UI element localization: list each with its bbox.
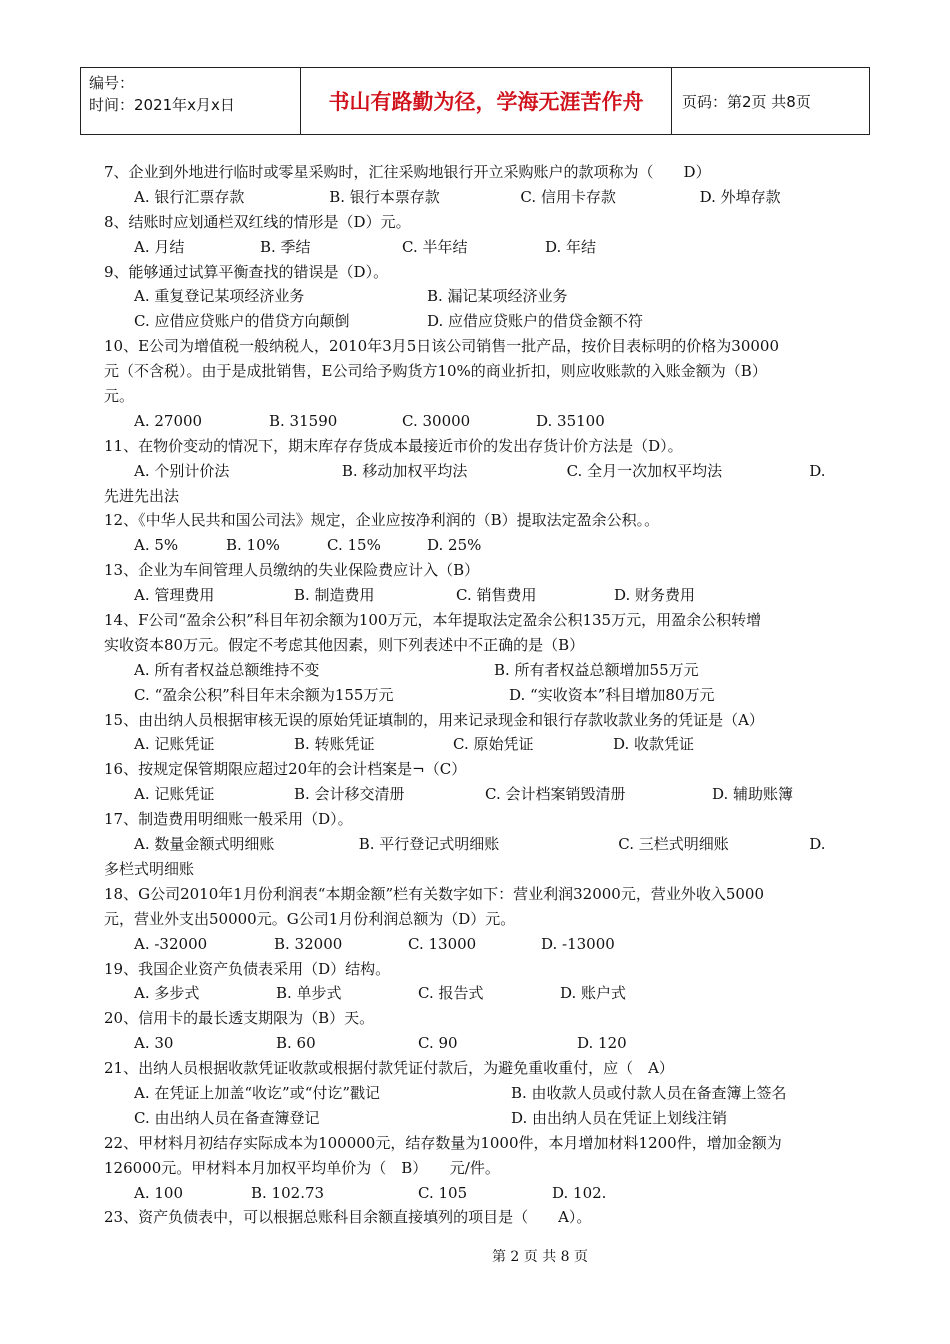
question-line: 17、制造费用明细账一般采用（D）。 <box>104 810 353 829</box>
options-row <box>104 658 849 683</box>
options-row <box>104 981 849 1006</box>
question-line: 126000元。甲材料本月加权平均单价为（ B） 元/件。 <box>104 1158 500 1177</box>
options-row <box>104 1031 849 1056</box>
time-label: 时间：2021年x月x日 <box>89 96 235 114</box>
option-item: D. 120 <box>577 1034 627 1053</box>
option-item: D. <box>809 835 826 854</box>
option-item: D. 年结 <box>545 237 597 256</box>
option-item: D. 35100 <box>536 411 605 430</box>
option-item: D. -13000 <box>541 934 615 953</box>
options-row <box>104 1106 849 1131</box>
option-item: D. 外埠存款 <box>699 187 781 206</box>
option-item: C. 105 <box>418 1183 468 1202</box>
header-page-info: 页码：第2页 共8页 <box>682 92 811 111</box>
option-item: B. 平行登记式明细账 <box>358 835 500 854</box>
option-item: A. 100 <box>134 1183 183 1202</box>
option-item: B. 银行本票存款 <box>329 187 440 206</box>
option-item: D. 账户式 <box>560 984 627 1003</box>
option-item: B. 漏记某项经济业务 <box>427 287 568 306</box>
question-line: 元。 <box>104 387 135 406</box>
question-line: 22、甲材料月初结存实际成本为100000元，结存数量为1000件，本月增加材料1200件，增加金额为 <box>104 1133 782 1152</box>
option-item: A. -32000 <box>134 934 208 953</box>
question-line: 元（不含税）。由于是成批销售，E公司给予购货方10%的商业折扣，则应收账款的入账金额为（B） <box>104 362 767 381</box>
option-item: C. 信用卡存款 <box>520 187 616 206</box>
question-line: 11、在物价变动的情况下，期末库存存货成本最接近市价的发出存货计价方法是（D）。 <box>104 436 683 455</box>
question-line: 先进先出法 <box>104 486 180 505</box>
page-footer <box>0 1246 950 1266</box>
option-item: D. 应借应贷账户的借贷金额不符 <box>427 312 644 331</box>
footer-page-number: 第 2 页 共 8 页 <box>491 1249 589 1265</box>
option-item: B. 31590 <box>269 411 338 430</box>
option-item: B. 102.73 <box>251 1183 325 1202</box>
options-row <box>104 683 849 708</box>
option-item: A. 在凭证上加盖“收讫”或“付讫”戳记 <box>134 1083 381 1102</box>
option-item: C. 原始凭证 <box>453 735 534 754</box>
option-item: B. 10% <box>226 536 280 555</box>
option-item: A. 30 <box>134 1034 174 1053</box>
question-line: 多栏式明细账 <box>104 859 195 878</box>
question-line: 8、结账时应划通栏双红线的情形是（D）元。 <box>104 212 411 231</box>
options-row <box>104 309 849 334</box>
option-item: D. 102. <box>552 1183 607 1202</box>
option-item: A. 5% <box>134 536 179 555</box>
option-item: A. 个别计价法 <box>134 461 230 480</box>
option-item: A. 所有者权益总额维持不变 <box>134 660 320 679</box>
question-line: 23、资产负债表中，可以根据总账科目余额直接填列的项目是（ A）。 <box>104 1208 592 1227</box>
option-item: A. 27000 <box>134 411 203 430</box>
option-item: C. 半年结 <box>402 237 468 256</box>
option-item: B. 60 <box>276 1034 316 1053</box>
question-list <box>104 160 849 1230</box>
header-box <box>80 67 870 135</box>
option-item: A. 多步式 <box>134 984 200 1003</box>
option-item: A. 记账凭证 <box>134 735 215 754</box>
question-line: 16、按规定保管期限应超过20年的会计档案是¬（C） <box>104 760 467 779</box>
option-item: B. 所有者权益总额增加55万元 <box>494 660 699 679</box>
options-row <box>104 932 849 957</box>
options-row <box>104 409 849 434</box>
options-row <box>104 732 849 757</box>
question-line: 9、能够通过试算平衡查找的错误是（D）。 <box>104 262 389 281</box>
question-line: 7、企业到外地进行临时或零星采购时，汇往采购地银行开立采购账户的款项称为（ D） <box>104 163 711 181</box>
question-line: 14、F公司“盈余公积”科目年初余额为100万元，本年提取法定盈余公积135万元，用盈余公积转增 <box>104 611 762 630</box>
question-line: 13、企业为车间管理人员缴纳的失业保险费应计入（B） <box>104 561 480 580</box>
option-item: A. 管理费用 <box>134 586 215 605</box>
options-row <box>104 583 849 608</box>
option-item: A. 月结 <box>134 237 185 256</box>
question-line: 20、信用卡的最长透支期限为（B）天。 <box>104 1009 375 1028</box>
number-label: 编号： <box>89 74 135 92</box>
option-item: C. 会计档案销毁清册 <box>485 785 626 804</box>
options-row <box>104 832 849 857</box>
option-item: B. 由收款人员或付款人员在备查簿上签名 <box>511 1083 787 1102</box>
option-item: A. 数量金额式明细账 <box>134 835 275 854</box>
question-line: 21、出纳人员根据收款凭证收款或根据付款凭证付款后，为避免重收重付，应（ A） <box>104 1059 674 1078</box>
option-item: C. 报告式 <box>418 984 484 1003</box>
header-motto: 书山有路勤为径，学海无涯苦作舟 <box>301 68 672 134</box>
option-item: C. 应借应贷账户的借贷方向颠倒 <box>134 312 350 331</box>
options-row <box>104 533 849 558</box>
options-row <box>104 1181 849 1206</box>
options-row <box>104 459 849 484</box>
option-item: C. 13000 <box>408 934 477 953</box>
option-item: C. 由出纳人员在备查簿登记 <box>134 1108 320 1127</box>
option-item: B. 会计移交清册 <box>294 785 405 804</box>
option-item: D. 辅助账簿 <box>712 785 794 804</box>
option-item: B. 转账凭证 <box>294 735 375 754</box>
option-item: B. 单步式 <box>276 984 342 1003</box>
option-item: B. 季结 <box>260 237 311 256</box>
option-item: A. 记账凭证 <box>134 785 215 804</box>
option-item: B. 移动加权平均法 <box>341 461 468 480</box>
option-item: C. 15% <box>327 536 381 555</box>
question-line: 15、由出纳人员根据审核无误的原始凭证填制的，用来记录现金和银行存款收款业务的凭证是（A） <box>104 710 764 729</box>
option-item: D. 财务费用 <box>614 586 696 605</box>
question-line: 元，营业外支出50000元。G公司1月份利润总额为（D）元。 <box>104 909 516 928</box>
option-item: A. 银行汇票存款 <box>134 187 245 206</box>
option-item: A. 重复登记某项经济业务 <box>134 287 305 306</box>
option-item: D. 25% <box>427 536 482 555</box>
options-row <box>104 782 849 807</box>
question-line: 实收资本80万元。假定不考虑其他因素，则下列表述中不正确的是（B） <box>104 635 585 654</box>
option-item: C. 三栏式明细账 <box>618 835 729 854</box>
option-item: D. 收款凭证 <box>613 735 695 754</box>
option-item: C. “盈余公积”科目年末余额为155万元 <box>134 685 394 704</box>
options-row <box>104 185 849 210</box>
header-meta <box>81 68 301 134</box>
question-line: 10、E公司为增值税一般纳税人，2010年3月5日该公司销售一批产品，按价目表标明的价格为30000 <box>104 337 780 356</box>
option-item: B. 32000 <box>274 934 343 953</box>
option-item: D. “实收资本”科目增加80万元 <box>509 685 715 704</box>
option-item: B. 制造费用 <box>294 586 375 605</box>
option-item: C. 90 <box>418 1034 458 1053</box>
option-item: D. <box>809 461 826 480</box>
question-line: 18、G公司2010年1月份利润表“本期金额”栏有关数字如下：营业利润32000元，营业外收入5000 <box>104 884 765 903</box>
option-item: D. 由出纳人员在凭证上划线注销 <box>511 1108 728 1127</box>
options-row <box>104 1081 849 1106</box>
question-line: 12、《中华人民共和国公司法》规定，企业应按净利润的（B）提取法定盈余公积。。 <box>104 511 660 530</box>
question-line: 19、我国企业资产负债表采用（D）结构。 <box>104 959 391 978</box>
option-item: C. 30000 <box>402 411 471 430</box>
option-item: C. 全月一次加权平均法 <box>566 461 723 480</box>
options-row <box>104 284 849 309</box>
options-row <box>104 235 849 260</box>
option-item: C. 销售费用 <box>456 586 537 605</box>
